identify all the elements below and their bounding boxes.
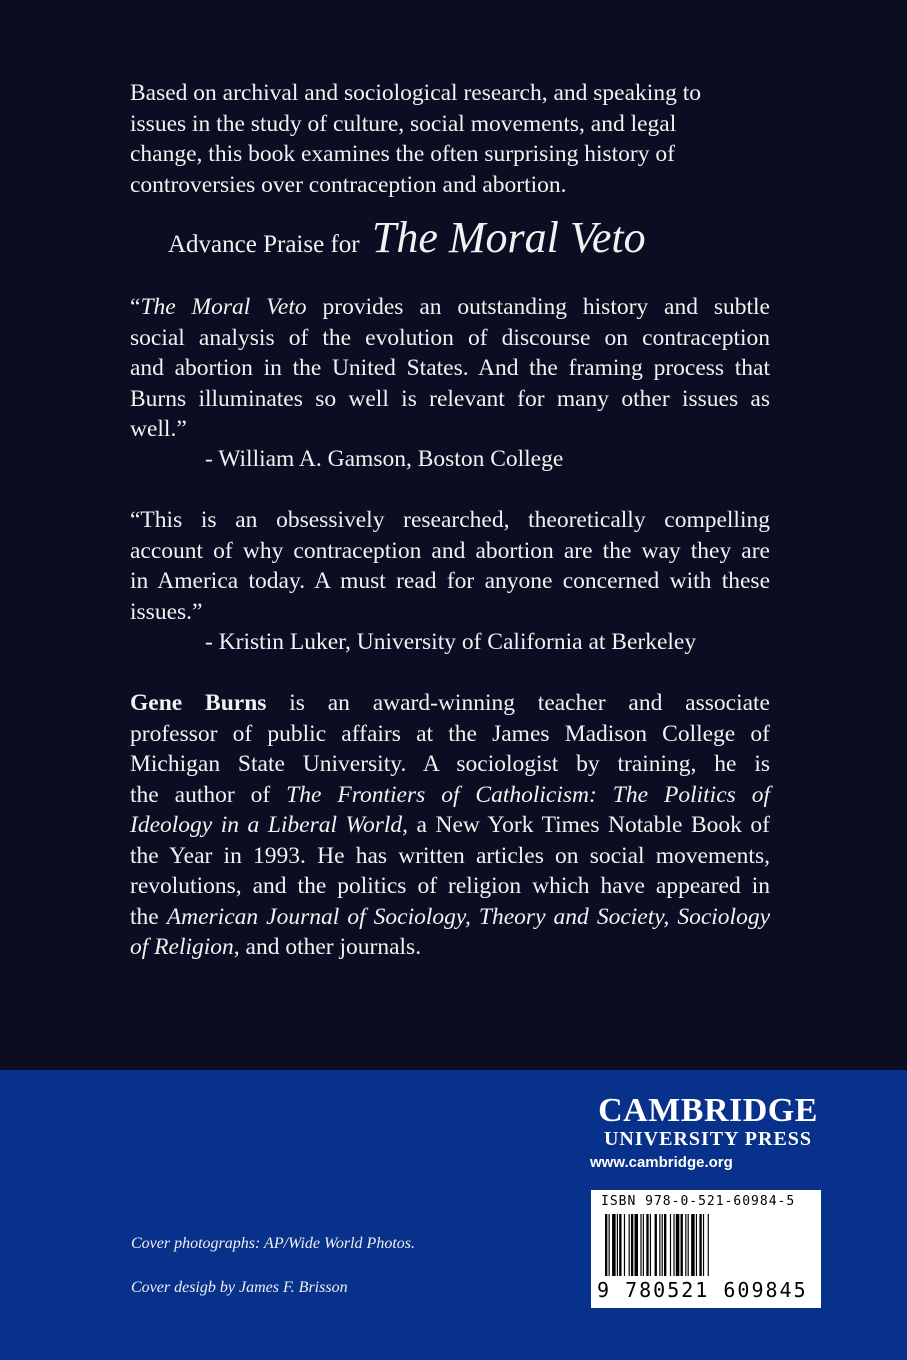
author-bio (130, 688, 770, 963)
barcode-bar (617, 1214, 618, 1276)
text-line (130, 139, 770, 170)
barcode-bar (696, 1214, 697, 1276)
isbn-barcode (591, 1190, 821, 1308)
photo-credit: Cover photographs: AP/Wide World Photos. (131, 1235, 415, 1252)
text-segment: The Frontiers of Catholicism: The Politics of (286, 781, 770, 808)
text-segment: controversies over contraception and abortion. (130, 171, 567, 198)
text-line (130, 749, 770, 780)
barcode-bar (609, 1214, 610, 1276)
text-segment: The Moral Veto (140, 294, 307, 320)
text-segment: issues.” (130, 598, 203, 625)
text-line (130, 841, 770, 872)
isbn-label: ISBN 978-0-521-60984-5 (601, 1194, 796, 1209)
barcode-bar (676, 1214, 680, 1276)
praise-heading-prefix: Advance Praise for (168, 231, 360, 258)
barcode-bar (708, 1214, 709, 1276)
text-line (130, 566, 770, 597)
text-segment: provides an outstanding history and subtle (306, 294, 770, 320)
text-segment: Based on archival and sociological research, and speaking to (130, 80, 701, 106)
barcode-bar (681, 1214, 683, 1276)
barcode-bar (646, 1214, 648, 1276)
text-segment: revolutions, and the politics of religion which have appeared in (130, 873, 770, 899)
text-segment: Ideology in a Liberal World (130, 812, 403, 838)
text-segment: “This is an obsessively researched, theoretically compelling (130, 507, 770, 533)
praise-heading (168, 212, 646, 263)
barcode-bar (635, 1214, 639, 1276)
text-line (130, 902, 770, 933)
text-segment: Gene Burns (130, 690, 267, 716)
text-line (130, 719, 770, 750)
barcode-bar (670, 1214, 671, 1276)
barcode-bar (699, 1214, 701, 1276)
barcode-bar (703, 1214, 704, 1276)
barcode-bar (612, 1214, 616, 1276)
text-segment: professor of public affairs at the James Madison College of (130, 720, 770, 747)
text-segment: of Religion (130, 934, 234, 960)
quote-gamson-attribution: - William A. Gamson, Boston College (205, 446, 564, 472)
barcode-bar (640, 1214, 641, 1276)
text-segment: Michigan State University. A sociologist by training, he is (130, 751, 770, 777)
publisher-logo (590, 1094, 826, 1171)
text-segment: , and other journals. (233, 934, 422, 960)
text-line (130, 323, 770, 354)
text-segment: American Journal of Sociology, Theory and Society, Sociology (166, 903, 770, 930)
text-line (130, 932, 770, 963)
text-line (130, 597, 770, 628)
text-segment: is an award-winning teacher and associate (266, 690, 770, 716)
text-segment: the Year in 1993. He has written articles on social movements, (130, 842, 770, 869)
publisher-name: CAMBRIDGE (598, 1092, 818, 1129)
barcode-bar (650, 1214, 651, 1276)
quote-luker-attribution: - Kristin Luker, University of California at Berkeley (205, 629, 697, 655)
publisher-url: www.cambridge.org (590, 1154, 733, 1171)
text-line (130, 414, 770, 445)
design-credit: Cover desigb by James F. Brisson (131, 1279, 348, 1296)
barcode-bars (601, 1214, 811, 1284)
barcode-bar (662, 1214, 663, 1276)
text-segment: in America today. A must read for anyone concerned with these (130, 568, 770, 594)
barcode-bar (688, 1214, 689, 1276)
intro-paragraph (130, 78, 770, 200)
text-line (130, 170, 770, 201)
text-segment: , a New York Times Notable Book of (402, 812, 770, 838)
text-segment: account of why contraception and abortion are the way they are (130, 537, 770, 564)
text-line (130, 505, 770, 536)
barcode-bar (629, 1214, 630, 1276)
barcode-bar (664, 1214, 666, 1276)
text-segment: well.” (130, 416, 187, 442)
barcode-bar (643, 1214, 644, 1276)
barcode-bar (673, 1214, 674, 1276)
text-segment: the author of (130, 781, 287, 808)
praise-heading-title: The Moral Veto (371, 213, 646, 262)
quote-gamson (130, 292, 770, 445)
barcode-bar (655, 1214, 657, 1276)
text-segment: change, this book examines the often surprising history of (130, 141, 675, 167)
barcode-bar (659, 1214, 660, 1276)
text-segment: Burns illuminates so well is relevant for many other issues as (130, 385, 770, 412)
text-line (130, 780, 770, 811)
publisher-subtitle: UNIVERSITY PRESS (603, 1128, 813, 1150)
text-line (130, 353, 770, 384)
barcode-bar (605, 1214, 607, 1276)
barcode-bar (685, 1214, 686, 1276)
text-segment: issues in the study of culture, social movements, and legal (130, 110, 677, 137)
barcode-bar (619, 1214, 621, 1276)
text-line (130, 810, 770, 841)
barcode-bar (624, 1214, 625, 1276)
text-line (130, 536, 770, 567)
text-segment: the (130, 903, 167, 930)
text-segment: and abortion in the United States. And the framing process that (130, 355, 770, 381)
text-segment: social analysis of the evolution of discourse on contraception (130, 324, 770, 351)
text-line (130, 688, 770, 719)
text-line (130, 292, 770, 323)
text-line (130, 384, 770, 415)
text-line (130, 78, 770, 109)
text-line (130, 109, 770, 140)
text-line (130, 871, 770, 902)
barcode-bar (691, 1214, 695, 1276)
quote-luker (130, 505, 770, 627)
text-segment: “ (130, 294, 141, 320)
barcode-digits: 9 780521 609845 (597, 1278, 808, 1302)
barcode-bar (631, 1214, 633, 1276)
